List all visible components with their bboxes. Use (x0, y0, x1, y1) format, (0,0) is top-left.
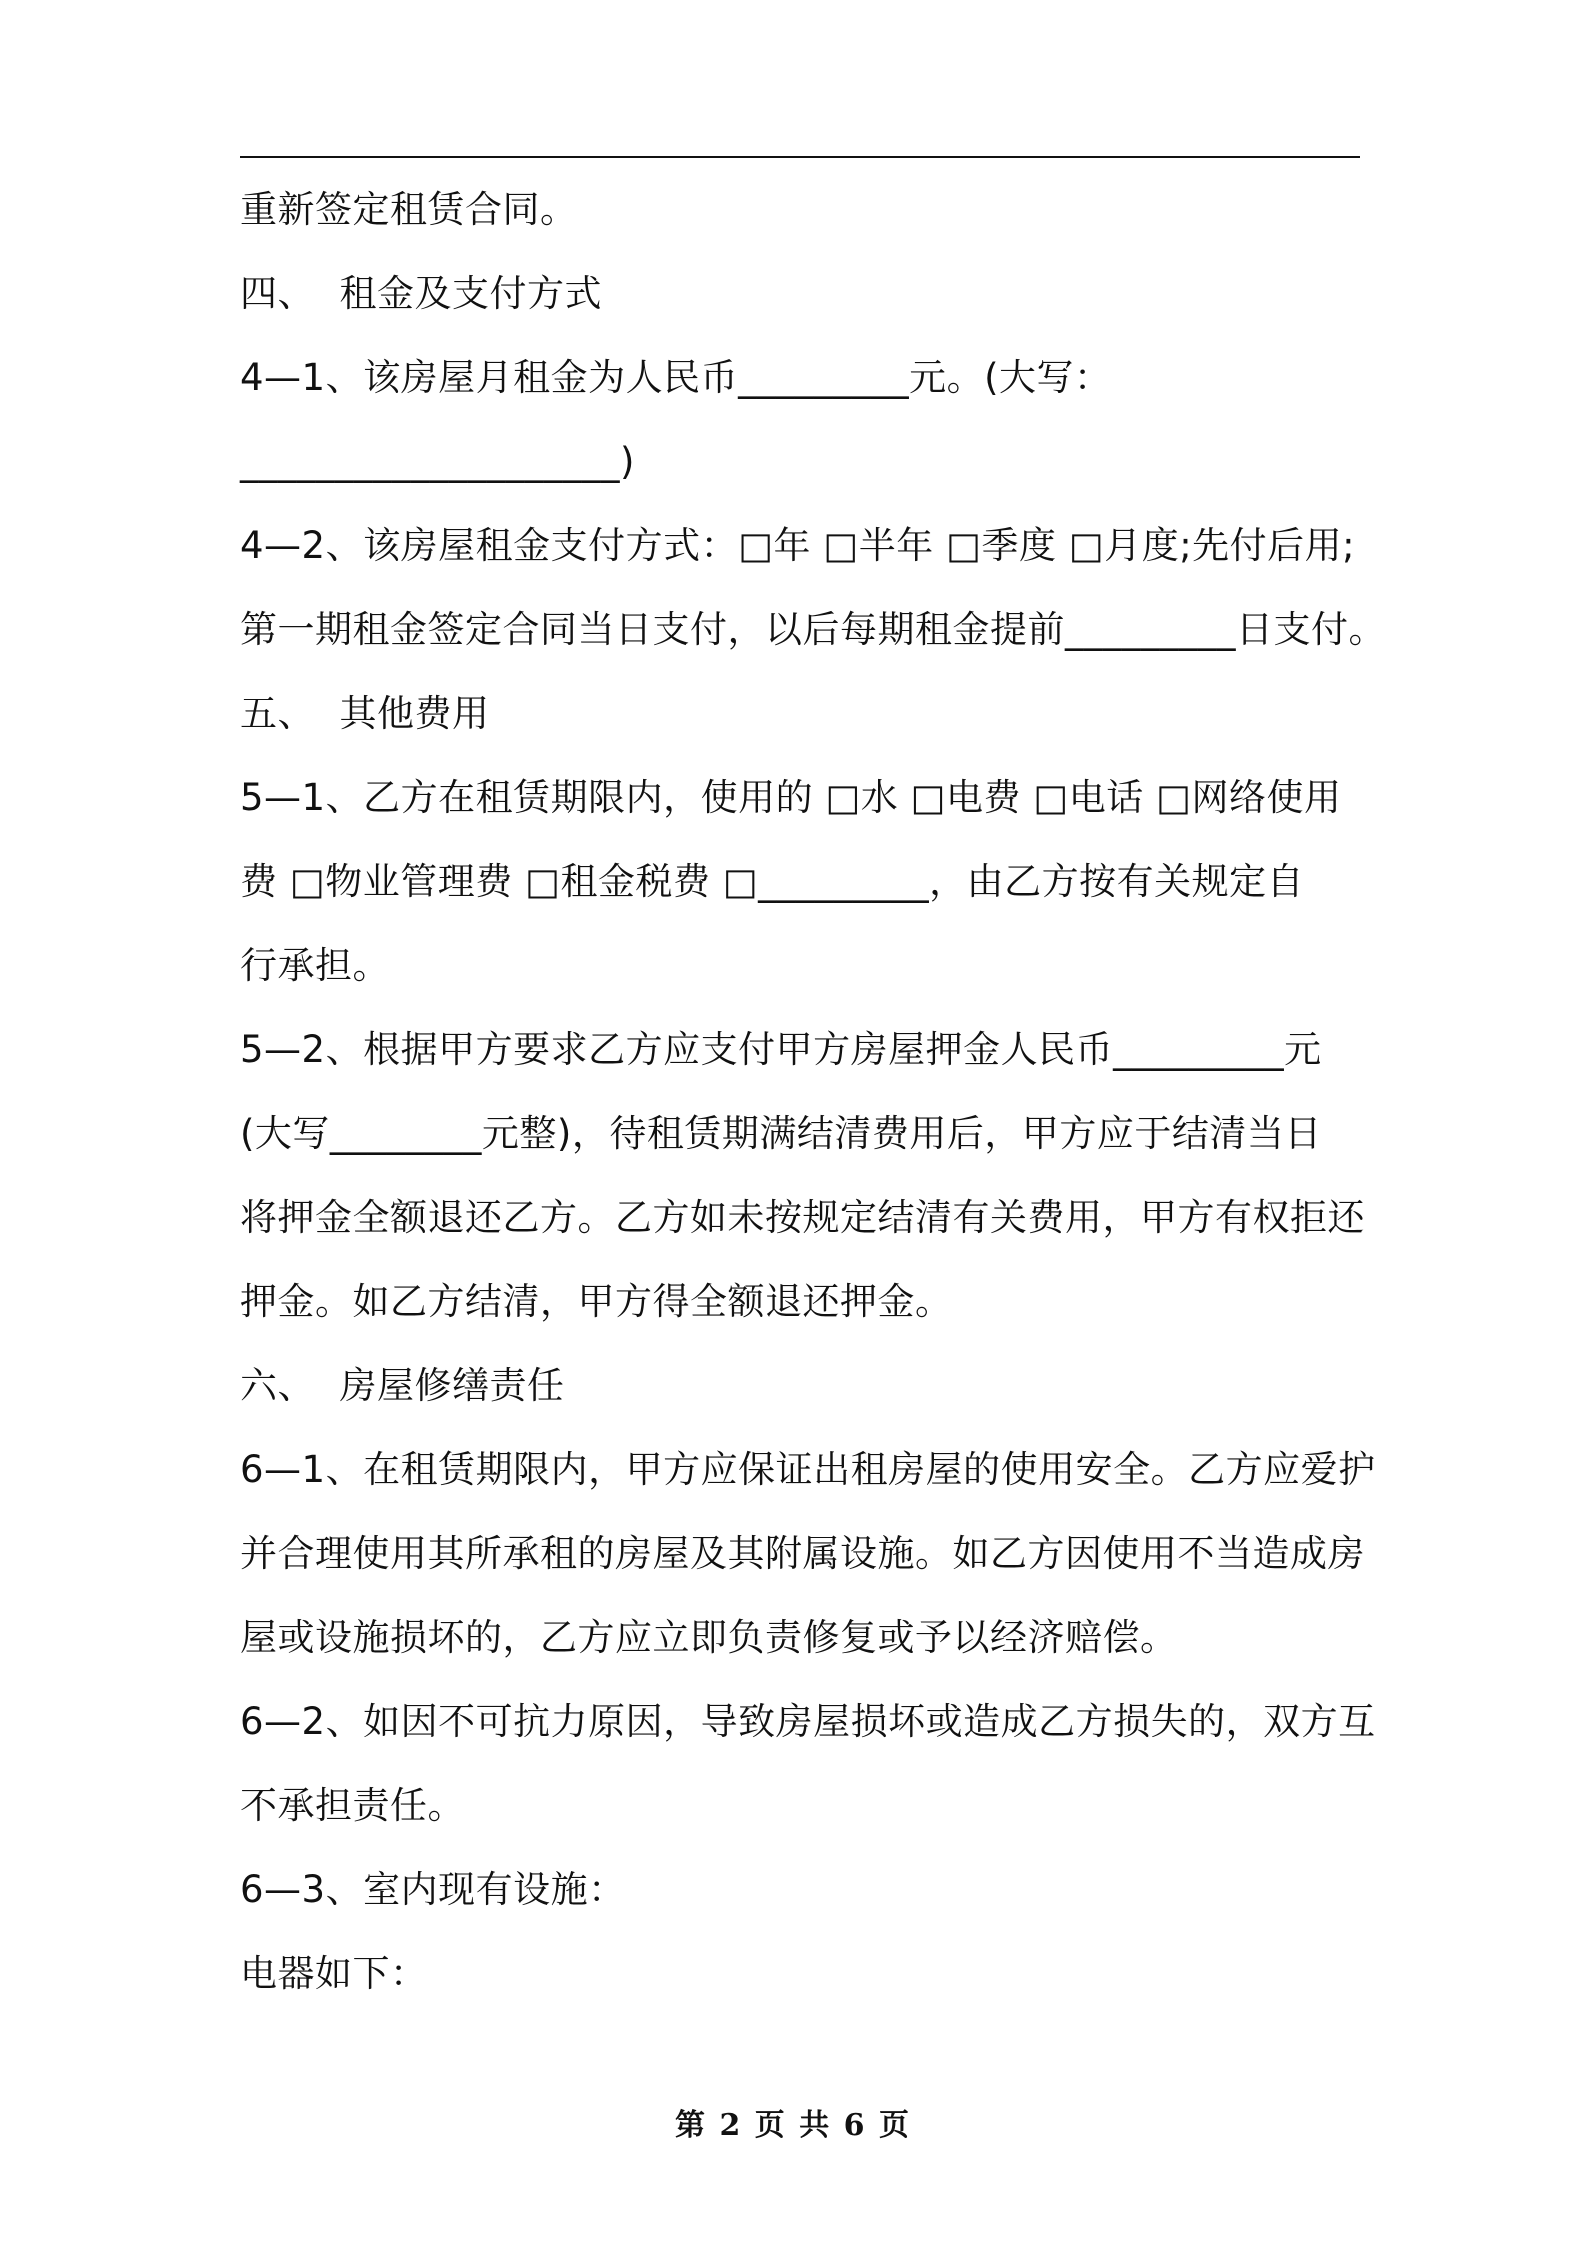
text-line: 6—2、如因不可抗力原因，导致房屋损坏或造成乙方损失的，双方互 (240, 1700, 1376, 1743)
text-line: 费 □物业管理费 □租金税费 □_________，由乙方按有关规定自 (240, 860, 1305, 903)
document-body (240, 188, 1386, 2038)
text-line: 第一期租金签定合同当日支付，以后每期租金提前_________日支付。 (240, 608, 1386, 651)
text-line: 不承担责任。 (240, 1784, 465, 1827)
text-line: 电器如下： (240, 1952, 428, 1995)
text-line: 5—1、乙方在租赁期限内，使用的 □水 □电费 □电话 □网络使用 (240, 776, 1342, 819)
text-line: 押金。如乙方结清，甲方得全额退还押金。 (240, 1280, 953, 1323)
text-line: 将押金全额退还乙方。乙方如未按规定结清有关费用，甲方有权拒还 (240, 1196, 1365, 1239)
text-line: ____________________) (240, 440, 635, 483)
text-line: (大写________元整)，待租赁期满结清费用后，甲方应于结清当日 (240, 1112, 1322, 1155)
text-line: 行承担。 (240, 944, 390, 987)
text-line: 4—2、该房屋租金支付方式：□年 □半年 □季度 □月度;先付后用; (240, 524, 1356, 567)
text-line: 并合理使用其所承租的房屋及其附属设施。如乙方因使用不当造成房 (240, 1532, 1365, 1575)
section-heading-repair: 六、 房屋修缮责任 (240, 1364, 565, 1407)
text-line: 6—3、室内现有设施： (240, 1868, 626, 1911)
text-line: 4—1、该房屋月租金为人民币_________元。(大写： (240, 356, 1112, 399)
section-heading-other-fees: 五、 其他费用 (240, 692, 490, 735)
text-line: 6—1、在租赁期限内，甲方应保证出租房屋的使用安全。乙方应爱护 (240, 1448, 1376, 1491)
page-number: 第 2 页 共 6 页 (675, 2108, 911, 2143)
text-line: 屋或设施损坏的，乙方应立即负责修复或予以经济赔偿。 (240, 1616, 1178, 1659)
section-heading-rent: 四、 租金及支付方式 (240, 272, 603, 315)
text-line: 重新签定租赁合同。 (240, 188, 578, 231)
header-divider (240, 156, 1360, 158)
text-line: 5—2、根据甲方要求乙方应支付甲方房屋押金人民币_________元 (240, 1028, 1322, 1071)
